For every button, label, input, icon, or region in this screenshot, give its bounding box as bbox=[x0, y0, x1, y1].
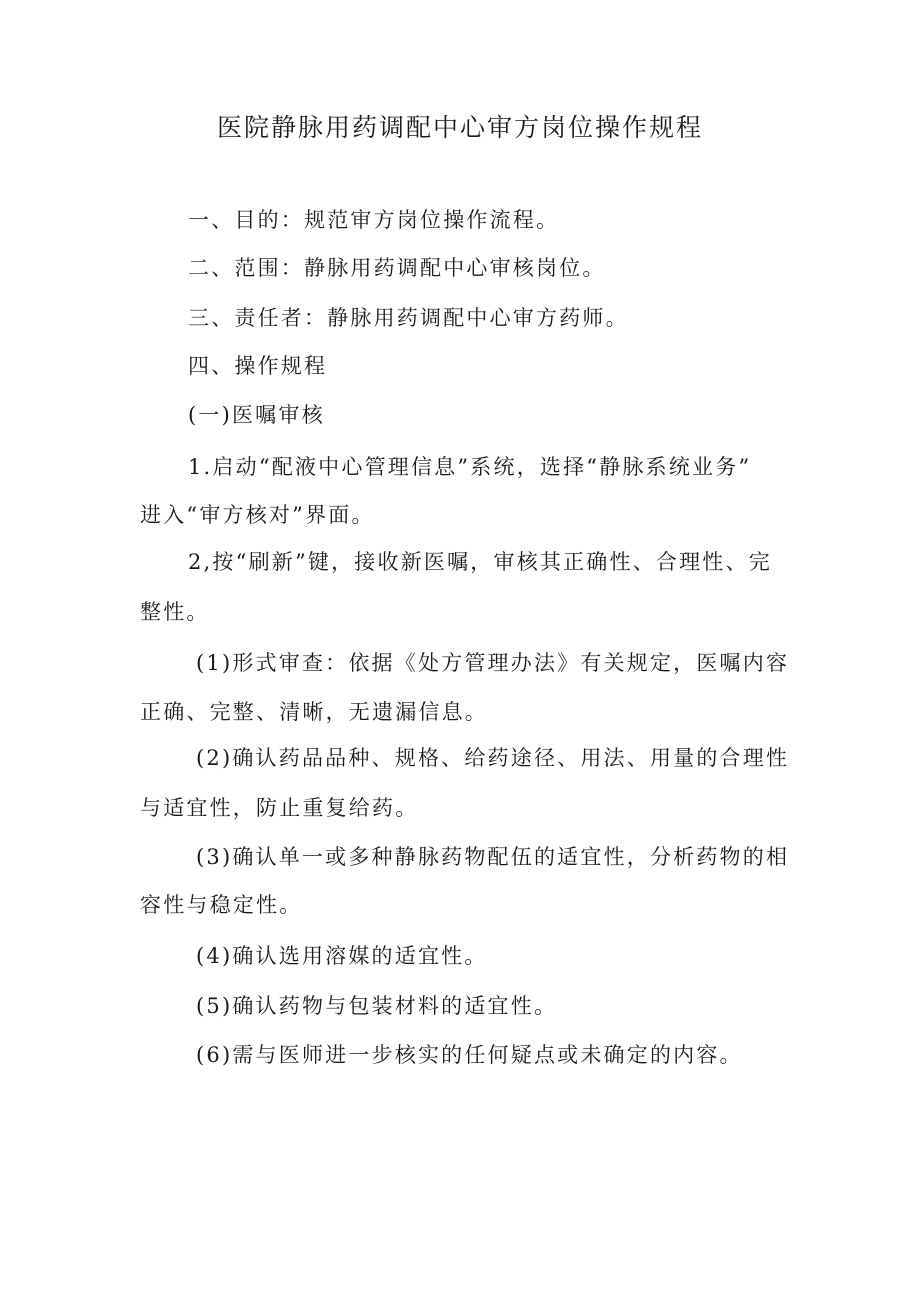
item-3-line-1: (3)确认单一或多种静脉药物配伍的适宜性，分析药物的相 bbox=[196, 845, 790, 869]
item-2-line-1: (2)确认药品品种、规格、给药途径、用法、用量的合理性 bbox=[196, 746, 790, 770]
item-2-line-2: 与适宜性，防止重复给药。 bbox=[140, 796, 419, 820]
section-procedure-heading: 四、操作规程 bbox=[188, 354, 328, 378]
section-scope: 二、范围：静脉用药调配中心审核岗位。 bbox=[188, 256, 606, 280]
section-sub-heading: (一)医嘱审核 bbox=[188, 403, 325, 427]
step-1-line-1: 1.启动“配液中心管理信息”系统，选择“静脉系统业务” bbox=[188, 455, 752, 479]
item-5: (5)确认药物与包装材料的适宜性。 bbox=[196, 994, 558, 1018]
step-1-line-2: 进入“审方核对”界面。 bbox=[140, 503, 375, 527]
document-title: 医院静脉用药调配中心审方岗位操作规程 bbox=[216, 113, 703, 142]
item-6: (6)需与医师进一步核实的任何疑点或未确定的内容。 bbox=[196, 1043, 743, 1067]
item-4: (4)确认选用溶媒的适宜性。 bbox=[196, 944, 488, 968]
section-purpose: 一、目的：规范审方岗位操作流程。 bbox=[188, 208, 560, 232]
item-3-line-2: 容性与稳定性。 bbox=[140, 893, 303, 917]
item-1-line-2: 正确、完整、清晰，无遗漏信息。 bbox=[140, 700, 488, 724]
step-2-line-2: 整性。 bbox=[140, 600, 210, 624]
section-responsible: 三、责任者：静脉用药调配中心审方药师。 bbox=[188, 306, 629, 330]
item-1-line-1: (1)形式审查：依据《处方管理办法》有关规定，医嘱内容 bbox=[196, 651, 790, 675]
step-2-line-1: 2,按“刷新”键，接收新医嘱，审核其正确性、合理性、完 bbox=[188, 550, 772, 574]
